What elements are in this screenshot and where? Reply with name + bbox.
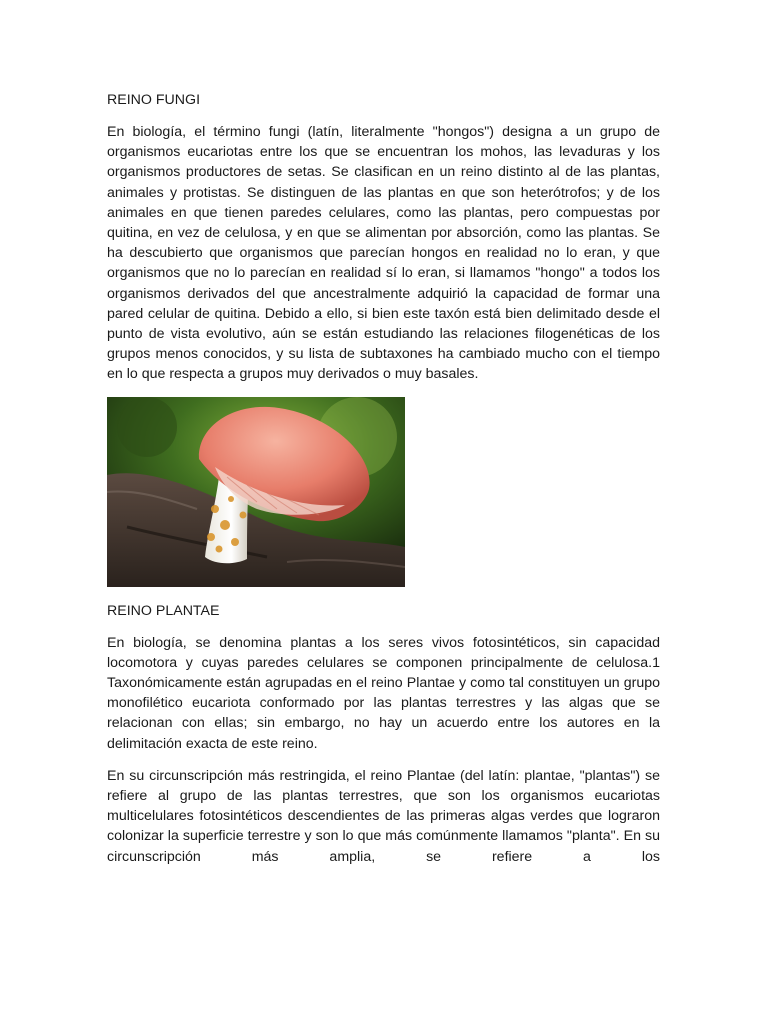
section-title-plantae: REINO PLANTAE	[107, 602, 220, 619]
mushroom-photo	[107, 397, 405, 587]
paragraph-fungi: En biología, el término fungi (latín, literalmente "hongos") designa a un grupo de organismos eucariotas entre los que se encuentran los mohos, las levaduras y los organismos productores de setas. Se clasifican en un reino distinto al de las plantas, animales y protistas. Se distinguen de las plantas en que son heterótrofos; y de los animales en que tienen paredes celulares, como las plantas, pero compuestas por quitina, en vez de celulosa, y en que se alimentan por absorción, como las plantas. Se ha descubierto que organismos que parecían hongos en realidad no lo eran, y que organismos que no lo parecían en realidad sí lo eran, si llamamos "hongo" a todos los organismos derivados del que ancestralmente adquirió la capacidad de formar una pared celular de quitina. Debido a ello, si bien este taxón está bien delimitado desde el punto de vista evolutivo, aún se están estudiando las relaciones filogenéticas de los grupos menos conocidos, y su lista de subtaxones ha cambiado mucho con el tiempo en lo que respecta a grupos muy derivados o muy basales.	[107, 124, 660, 383]
paragraph-plantae-1: En biología, se denomina plantas a los seres vivos fotosintéticos, sin capacidad locomotora y cuyas paredes celulares se componen principalmente de celulosa.1 Taxonómicamente están agrupadas en el reino Plantae y como tal constituyen un grupo monofilético eucariota conformado por las plantas terrestres y las algas que se relacionan con ellas; sin embargo, no hay un acuerdo entre los autores en la delimitación exacta de este reino.	[107, 634, 660, 752]
document-page	[107, 90, 660, 879]
section-title-fungi: REINO FUNGI	[107, 92, 201, 108]
paragraph-plantae-2: En su circunscripción más restringida, el reino Plantae (del latín: plantae, "plantas") se refiere al grupo de las plantas terrestres, que son los organismos eucariotas multicelulares fotosintéticos descendientes de las primeras algas verdes que lograron colonizar la superficie terrestre y son lo que más comúnmente llamamos "planta". En su circunscripción más amplia, se refiere a los	[107, 767, 660, 865]
